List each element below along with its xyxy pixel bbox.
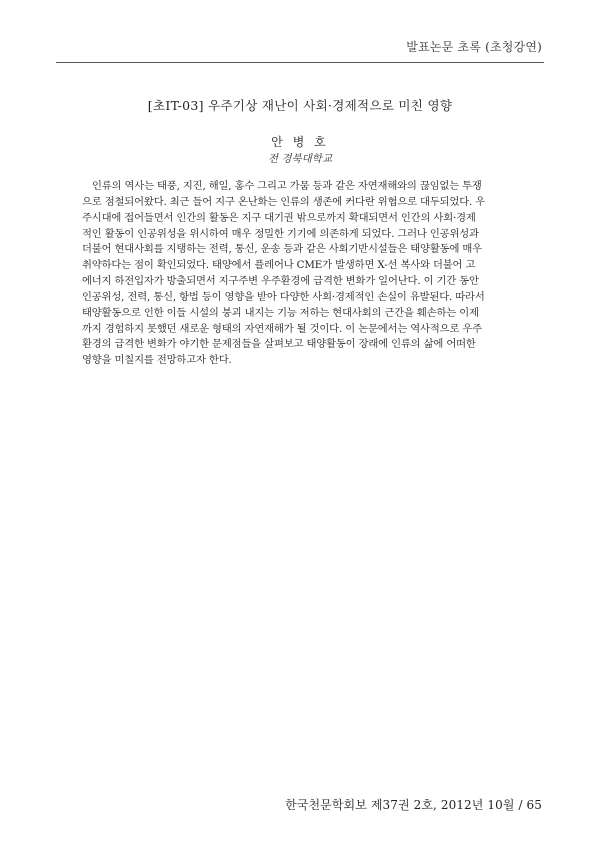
running-header: 발표논문 초록 (초청강연) — [406, 40, 542, 54]
abstract-line: 으로 점철되어왔다. 최근 들어 지구 온난화는 인류의 생존에 커다란 위협으로 대두되었다. 우 — [82, 195, 486, 208]
header-rule — [56, 62, 544, 63]
abstract-line: 영향을 미칠지를 전망하고자 한다. — [82, 354, 232, 367]
abstract-line: 까지 경험하지 못했던 새로운 형태의 자연재해가 될 것이다. 이 논문에서는 역사적으로 우주 — [82, 322, 482, 335]
abstract-line: 더불어 현대사회를 지탱하는 전력, 통신, 운송 등과 같은 사회기반시설들은 태양활동에 매우 — [82, 243, 482, 256]
author-name: 안 병 호 — [271, 135, 329, 149]
abstract-line: 적인 활동이 인공위성을 위시하여 매우 정밀한 기기에 의존하게 되었다. 그러나 인공위성과 — [82, 227, 479, 240]
abstract-line: 주시대에 접어들면서 인간의 활동은 지구 대기권 밖으로까지 확대되면서 인간의 사회·경제 — [82, 211, 476, 224]
abstract-line: 환경의 급격한 변화가 야기한 문제점들을 살펴보고 태양활동이 장래에 인류의 삶에 어떠한 — [82, 338, 476, 351]
abstract-line: 취약하다는 점이 확인되었다. 태양에서 플레어나 CME가 발생하면 X-선 복사와 더불어 고 — [82, 259, 476, 272]
abstract-line: 에너지 하전입자가 방출되면서 지구주변 우주환경에 급격한 변화가 일어난다. 이 기간 동안 — [82, 275, 479, 288]
abstract-line: 인류의 역사는 태풍, 지진, 해일, 홍수 그리고 가뭄 등과 같은 자연재해와의 끊임없는 투쟁 — [92, 180, 482, 192]
footer-citation: 한국천문학회보 제37권 2호, 2012년 10월 / 65 — [285, 798, 542, 812]
abstract-line: 인공위성, 전력, 통신, 항법 등이 영향을 받아 다양한 사회·경제적인 손실이 유발된다. 따라서 — [82, 290, 485, 303]
abstract-line: 태양활동으로 인한 이들 시설의 붕괴 내지는 기능 저하는 현대사회의 근간을 훼손하는 이제 — [82, 306, 479, 319]
author-affiliation: 전 경북대학교 — [267, 153, 333, 165]
abstract-body — [82, 179, 520, 369]
paper-title: [초IT-03] 우주기상 재난이 사회·경제적으로 미친 영향 — [147, 98, 453, 113]
